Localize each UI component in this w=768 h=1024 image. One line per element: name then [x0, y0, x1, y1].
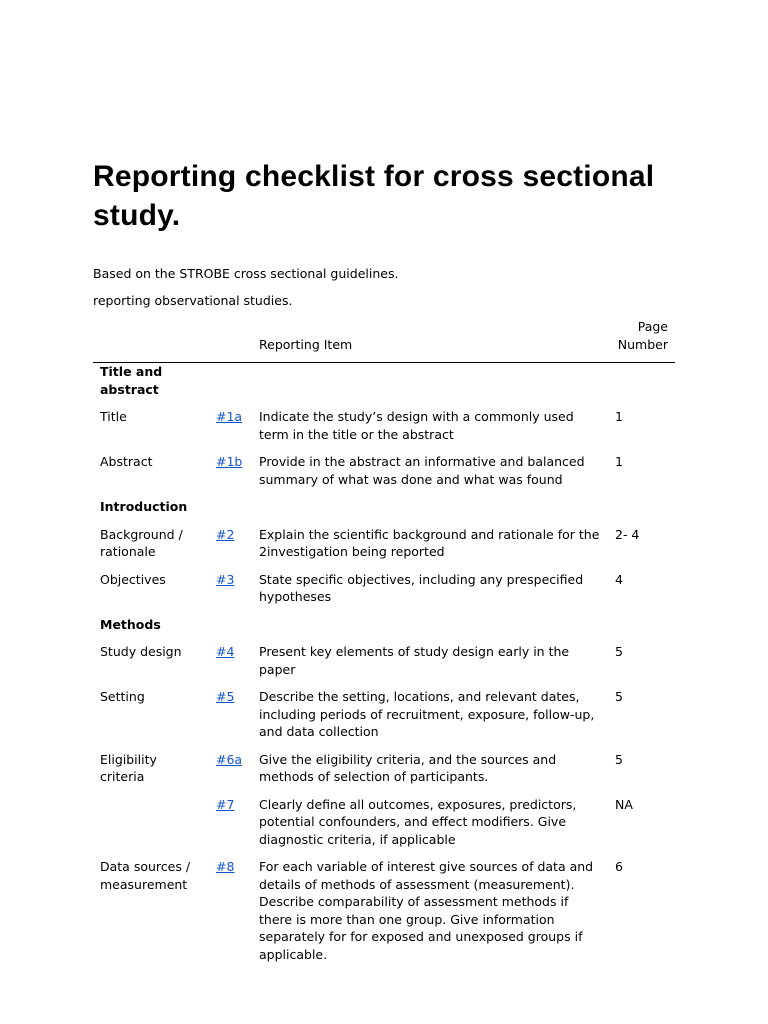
section-empty-number: [209, 616, 252, 644]
section-empty-item: [252, 616, 608, 644]
item-number-link[interactable]: #4: [216, 644, 235, 659]
topic-cell: [93, 796, 209, 859]
topic-cell: Setting: [100, 689, 145, 704]
item-number-link[interactable]: #5: [216, 689, 235, 704]
header-page-number: Page Number: [608, 318, 675, 363]
section-row: [93, 363, 675, 409]
checklist-body: [93, 363, 675, 974]
page-number-cell: NA: [615, 796, 633, 812]
section-empty-page: [608, 498, 675, 526]
intro-line: reporting observational studies.: [93, 293, 293, 308]
item-number-link[interactable]: #7: [216, 796, 235, 812]
checklist-table: [93, 318, 675, 973]
table-row: [93, 453, 675, 498]
section-row: [93, 616, 675, 644]
reporting-item-cell: Give the eligibility criteria, and the sources and methods of selection of participants.: [259, 751, 557, 784]
table-row: [93, 796, 675, 859]
section-empty-page: [608, 363, 675, 409]
section-heading: Methods: [100, 616, 161, 632]
table-row: [93, 858, 675, 973]
document-title: Reporting checklist for cross sectional study.: [93, 160, 655, 232]
table-row: [93, 688, 675, 751]
header-number: [209, 318, 252, 363]
item-number-cell: [209, 751, 252, 796]
item-number-cell: [209, 453, 252, 498]
reporting-item-cell: Indicate the study’s design with a commonly used term in the title or the abstract: [259, 409, 574, 442]
item-number-link[interactable]: #1a: [216, 409, 243, 424]
topic-cell: Study design: [100, 644, 182, 659]
intro-line: Based on the STROBE cross sectional guidelines.: [93, 266, 399, 281]
reporting-item-cell: Present key elements of study design early in the paper: [259, 644, 570, 677]
section-empty-item: [252, 498, 608, 526]
section-row: [93, 498, 675, 526]
item-number-link[interactable]: #3: [216, 571, 235, 587]
item-number-link[interactable]: #1b: [216, 454, 243, 469]
item-number-link[interactable]: #2: [216, 526, 235, 542]
item-number-cell: [209, 796, 252, 859]
header-reporting-item: Reporting Item: [252, 318, 608, 363]
table-header-row: [93, 318, 675, 363]
topic-cell: Abstract: [100, 454, 153, 469]
reporting-item-cell: State specific objectives, including any prespecified hypotheses: [259, 571, 584, 604]
reporting-item-cell: Describe the setting, locations, and relevant dates, including periods of recruitment, exposure, follow-up, and data collection: [259, 689, 595, 739]
item-number-cell: [209, 643, 252, 688]
page-number-cell: 1: [615, 454, 623, 469]
reporting-item-cell: Provide in the abstract an informative and balanced summary of what was done and what was found: [259, 454, 585, 487]
table-row: [93, 526, 675, 571]
section-empty-page: [608, 616, 675, 644]
header-topic: [93, 318, 209, 363]
section-empty-item: [252, 363, 608, 409]
table-row: [93, 408, 675, 453]
topic-cell: Data sources / measurement: [100, 859, 191, 892]
page-number-cell: 6: [615, 859, 623, 874]
item-number-cell: [209, 571, 252, 616]
table-row: [93, 643, 675, 688]
section-heading: Title and abstract: [100, 364, 163, 397]
topic-cell: Objectives: [100, 571, 166, 587]
item-number-cell: [209, 858, 252, 973]
page-number-cell: 5: [615, 644, 623, 659]
item-number-cell: [209, 408, 252, 453]
table-row: [93, 571, 675, 616]
reporting-item-cell: For each variable of interest give sources of data and details of methods of assessment (measurement). Describe comparability of assessment methods if there is more than one group. Give information separately for for exposed and unexposed groups if applicable.: [259, 859, 594, 962]
item-number-link[interactable]: #8: [216, 859, 235, 874]
reporting-item-cell: Explain the scientific background and rationale for the 2investigation being reported: [259, 526, 600, 559]
section-empty-number: [209, 498, 252, 526]
item-number-link[interactable]: #6a: [216, 751, 243, 767]
page-number-cell: 5: [615, 751, 623, 767]
table-row: [93, 751, 675, 796]
topic-cell: Eligibility criteria: [100, 751, 157, 784]
section-empty-number: [209, 363, 252, 409]
page-number-cell: 5: [615, 689, 623, 704]
topic-cell: Title: [100, 409, 127, 424]
page-number-cell: 4: [615, 571, 623, 587]
reporting-item-cell: Clearly define all outcomes, exposures, predictors, potential confounders, and effect modifiers. Give diagnostic criteria, if applicable: [259, 796, 577, 847]
section-heading: Introduction: [100, 499, 188, 514]
topic-cell: Background / rationale: [100, 526, 183, 559]
item-number-cell: [209, 526, 252, 571]
page-number-cell: 1: [615, 409, 623, 424]
item-number-cell: [209, 688, 252, 751]
page-number-cell: 2- 4: [615, 526, 640, 542]
document-page: [93, 157, 675, 973]
